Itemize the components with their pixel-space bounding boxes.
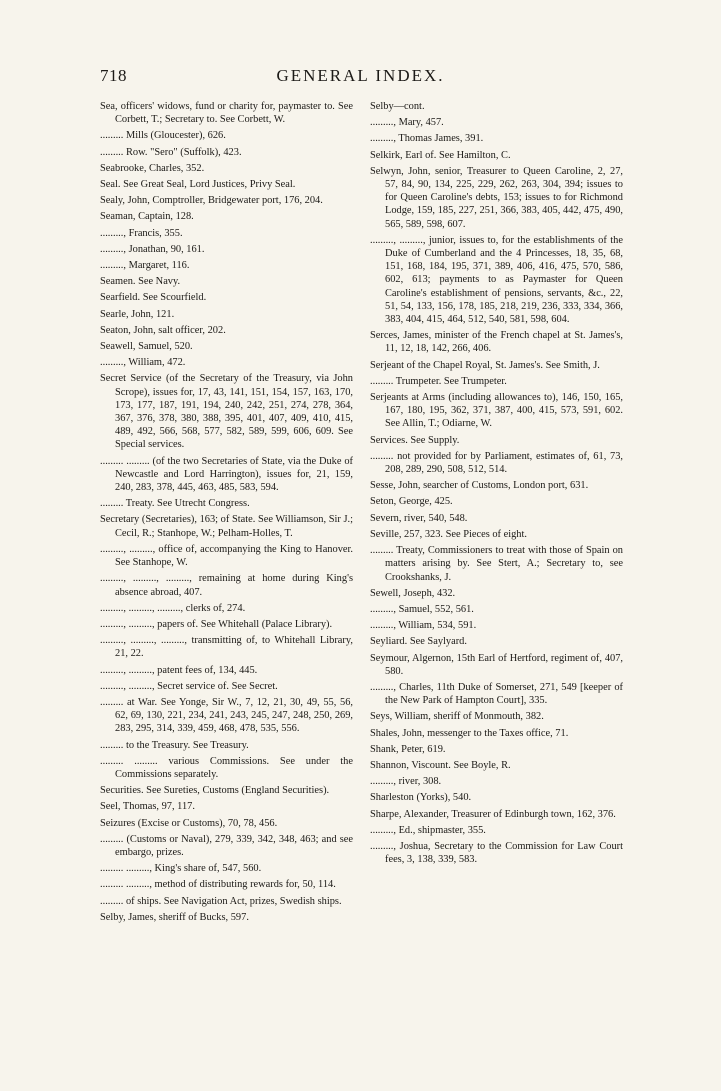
index-entry: ........., ........., office of, accompanying the King to Hanover. See Stanhope, W. — [100, 543, 353, 569]
index-entry: ......... ........., King's share of, 547, 560. — [100, 863, 262, 875]
index-entry: Seabrooke, Charles, 352. — [100, 162, 205, 174]
index-entry: ........., Thomas James, 391. — [370, 133, 484, 145]
index-entry: Secretary (Secretaries), 163; of State. See Williamson, Sir J.; Cecil, R.; Stanhope, W.; Pelham-Holles, T. — [100, 514, 353, 539]
index-entry: Seel, Thomas, 97, 117. — [100, 801, 195, 813]
index-entry: Seyliard. See Saylyard. — [370, 636, 467, 648]
index-entry: ........., ........., patent fees of, 134, 445. — [100, 664, 258, 676]
index-entry: Selkirk, Earl of. See Hamilton, C. — [370, 149, 511, 161]
index-entry: ......... ......... (of the two Secretaries of State, via the Duke of Newcastle and Lord Harrington), issues for, 21, 159, 240, 283, 378, 445, 463, 485, 583, 594. — [100, 455, 353, 494]
index-entry: ........., Jonathan, 90, 161. — [100, 243, 205, 255]
index-entry: Searfield. See Scourfield. — [100, 292, 207, 304]
index-entry: ........., Mary, 457. — [370, 117, 444, 129]
index-entry: ......... of ships. See Navigation Act, prizes, Swedish ships. — [100, 895, 342, 907]
index-entry: Securities. See Sureties, Customs (England Securities). — [100, 785, 330, 797]
index-entry: Searle, John, 121. — [100, 308, 175, 320]
index-entry: ......... to the Treasury. See Treasury. — [100, 739, 249, 751]
index-entry: ......... Row. "Sero" (Suffolk), 423. — [100, 146, 242, 158]
index-entry: ........., Joshua, Secretary to the Commission for Law Court fees, 3, 138, 339, 583. — [370, 840, 623, 866]
index-entry: Seal. See Great Seal, Lord Justices, Privy Seal. — [100, 179, 296, 191]
index-entry: Seton, George, 425. — [370, 496, 453, 508]
index-entry: ......... Mills (Gloucester), 626. — [100, 130, 226, 142]
index-entry: Sesse, John, searcher of Customs, London port, 631. — [370, 480, 589, 492]
index-entry: ......... Trumpeter. See Trumpeter. — [370, 375, 507, 387]
running-head: GENERAL INDEX. — [276, 66, 445, 85]
index-entry: Sea, officers' widows, fund or charity for, paymaster to. See Corbett, T.; Secretary to. See Corbett, W. — [100, 101, 353, 126]
index-entry: ......... Treaty. See Utrecht Congress. — [100, 498, 250, 510]
index-entry: ......... Treaty, Commissioners to treat with those of Spain on matters arising by. See Stert, A.; Secretary to, see Crookshanks, J. — [370, 545, 623, 583]
index-entry: ........., ........., ........., transmitting of, to Whitehall Library, 21, 22. — [100, 635, 353, 660]
index-entry: Seamen. See Navy. — [100, 276, 181, 288]
index-entry: Serjeant of the Chapel Royal, St. James's. See Smith, J. — [370, 359, 600, 371]
index-entry: Severn, river, 540, 548. — [370, 512, 468, 524]
index-entry: Sharleston (Yorks), 540. — [370, 792, 472, 804]
index-entry: ........., ........., Secret service of. See Secret. — [100, 680, 278, 692]
index-entry: Serjeants at Arms (including allowances to), 146, 150, 165, 167, 180, 195, 362, 371, 387, 400, 415, 573, 591, 602. See Allin, T.; Odiarne, W. — [370, 392, 623, 430]
page-number: 718 — [100, 66, 127, 85]
index-entry: Shank, Peter, 619. — [370, 743, 446, 755]
index-entry: ......... not provided for by Parliament, estimates of, 61, 73, 208, 289, 290, 508, 512, 514. — [370, 450, 623, 476]
index-entry: Services. See Supply. — [370, 434, 460, 446]
index-entry: Seaman, Captain, 128. — [100, 211, 194, 223]
index-entry: Seys, William, sheriff of Monmouth, 382. — [370, 711, 544, 723]
index-entry: Selby—cont. — [370, 101, 425, 112]
index-entry: ........., ........., papers of. See Whitehall (Palace Library). — [100, 618, 333, 630]
index-entry: Secret Service (of the Secretary of the Treasury, via John Scrope), issues for, 17, 43, 141, 151, 154, 157, 163, 170, 173, 177, 187, 191, 194, 240, 242, 251, 274, 278, 364, 367, 376, 378, 380, 388, 395, 401, 407, 409, 410, 415, 489, 492, 566, 568, 577, 582, 589, 599, 606, 609. See Special services. — [100, 373, 353, 451]
index-entry: ......... ........., method of distributing rewards for, 50, 114. — [100, 879, 336, 891]
index-entry: Seville, 257, 323. See Pieces of eight. — [370, 528, 527, 540]
index-entry: Sharpe, Alexander, Treasurer of Edinburgh town, 162, 376. — [370, 808, 616, 820]
index-column-right — [370, 100, 623, 866]
index-entry: Seaton, John, salt officer, 202. — [100, 324, 226, 336]
index-entry: ........., Charles, 11th Duke of Somerset, 271, 549 [keeper of the New Park of Hampton Court], 335. — [370, 681, 623, 707]
index-entry: ......... ......... various Commissions. See under the Commissions separately. — [100, 755, 353, 780]
index-entry: ........., William, 534, 591. — [370, 620, 477, 632]
index-entry: Seymour, Algernon, 15th Earl of Hertford, regiment of, 407, 580. — [370, 652, 623, 677]
index-entry: ........., river, 308. — [370, 776, 442, 788]
index-column-left — [100, 100, 353, 924]
index-entry: ........., William, 472. — [100, 357, 186, 369]
index-entry: Selby, James, sheriff of Bucks, 597. — [100, 911, 249, 923]
index-entry: Serces, James, minister of the French chapel at St. James's, 11, 12, 18, 142, 266, 406. — [370, 330, 623, 355]
index-entry: ........., ........., ........., remaining at home during King's absence abroad, 407. — [100, 573, 353, 598]
index-entry: ........., Margaret, 116. — [100, 260, 190, 272]
index-entry: ........., Ed., shipmaster, 355. — [370, 824, 486, 836]
index-entry: Shales, John, messenger to the Taxes office, 71. — [370, 727, 569, 739]
index-entry: Shannon, Viscount. See Boyle, R. — [370, 759, 511, 771]
index-entry: Sewell, Joseph, 432. — [370, 587, 456, 599]
index-entry: ........., Francis, 355. — [100, 227, 183, 239]
index-entry: Seizures (Excise or Customs), 70, 78, 456. — [100, 817, 278, 829]
index-entry: Seawell, Samuel, 520. — [100, 341, 193, 353]
index-entry: ........., ........., junior, issues to, for the establishments of the Duke of Cumberland and the 4 Princesses, 18, 35, 68, 151, 168, 184, 195, 371, 389, 406, 416, 475, 570, 586, 602, 613; payments to as Paymaster for Queen Caroline's establishment of pensions, servants, &c., 22, 51, 54, 133, 156, 178, 185, 218, 219, 236, 333, 334, 366, 383, 404, 415, 464, 512, 540, 581, 598, 604. — [370, 234, 623, 326]
index-entry: ......... (Customs or Naval), 279, 339, 342, 348, 463; and see embargo, prizes. — [100, 833, 353, 858]
index-entry: ......... at War. See Yonge, Sir W., 7, 12, 21, 30, 49, 55, 56, 62, 69, 130, 221, 234, 241, 243, 245, 247, 248, 250, 269, 283, 295, 314, 339, 459, 468, 478, 535, 556. — [100, 696, 353, 735]
index-entry: ........., ........., ........., clerks of, 274. — [100, 602, 246, 614]
index-entry: Selwyn, John, senior, Treasurer to Queen Caroline, 2, 27, 57, 84, 90, 134, 225, 229, 262, 263, 304, 394; issues to for Queen Caroline's debts, 153; issues to for Richmond Lodge, 159, 185, 227, 251, 366, 383, 405, 442, 475, 490, 565, 589, 598, 607. — [370, 165, 623, 230]
index-entry: ........., Samuel, 552, 561. — [370, 603, 474, 615]
index-entry: Sealy, John, Comptroller, Bridgewater port, 176, 204. — [100, 195, 323, 207]
